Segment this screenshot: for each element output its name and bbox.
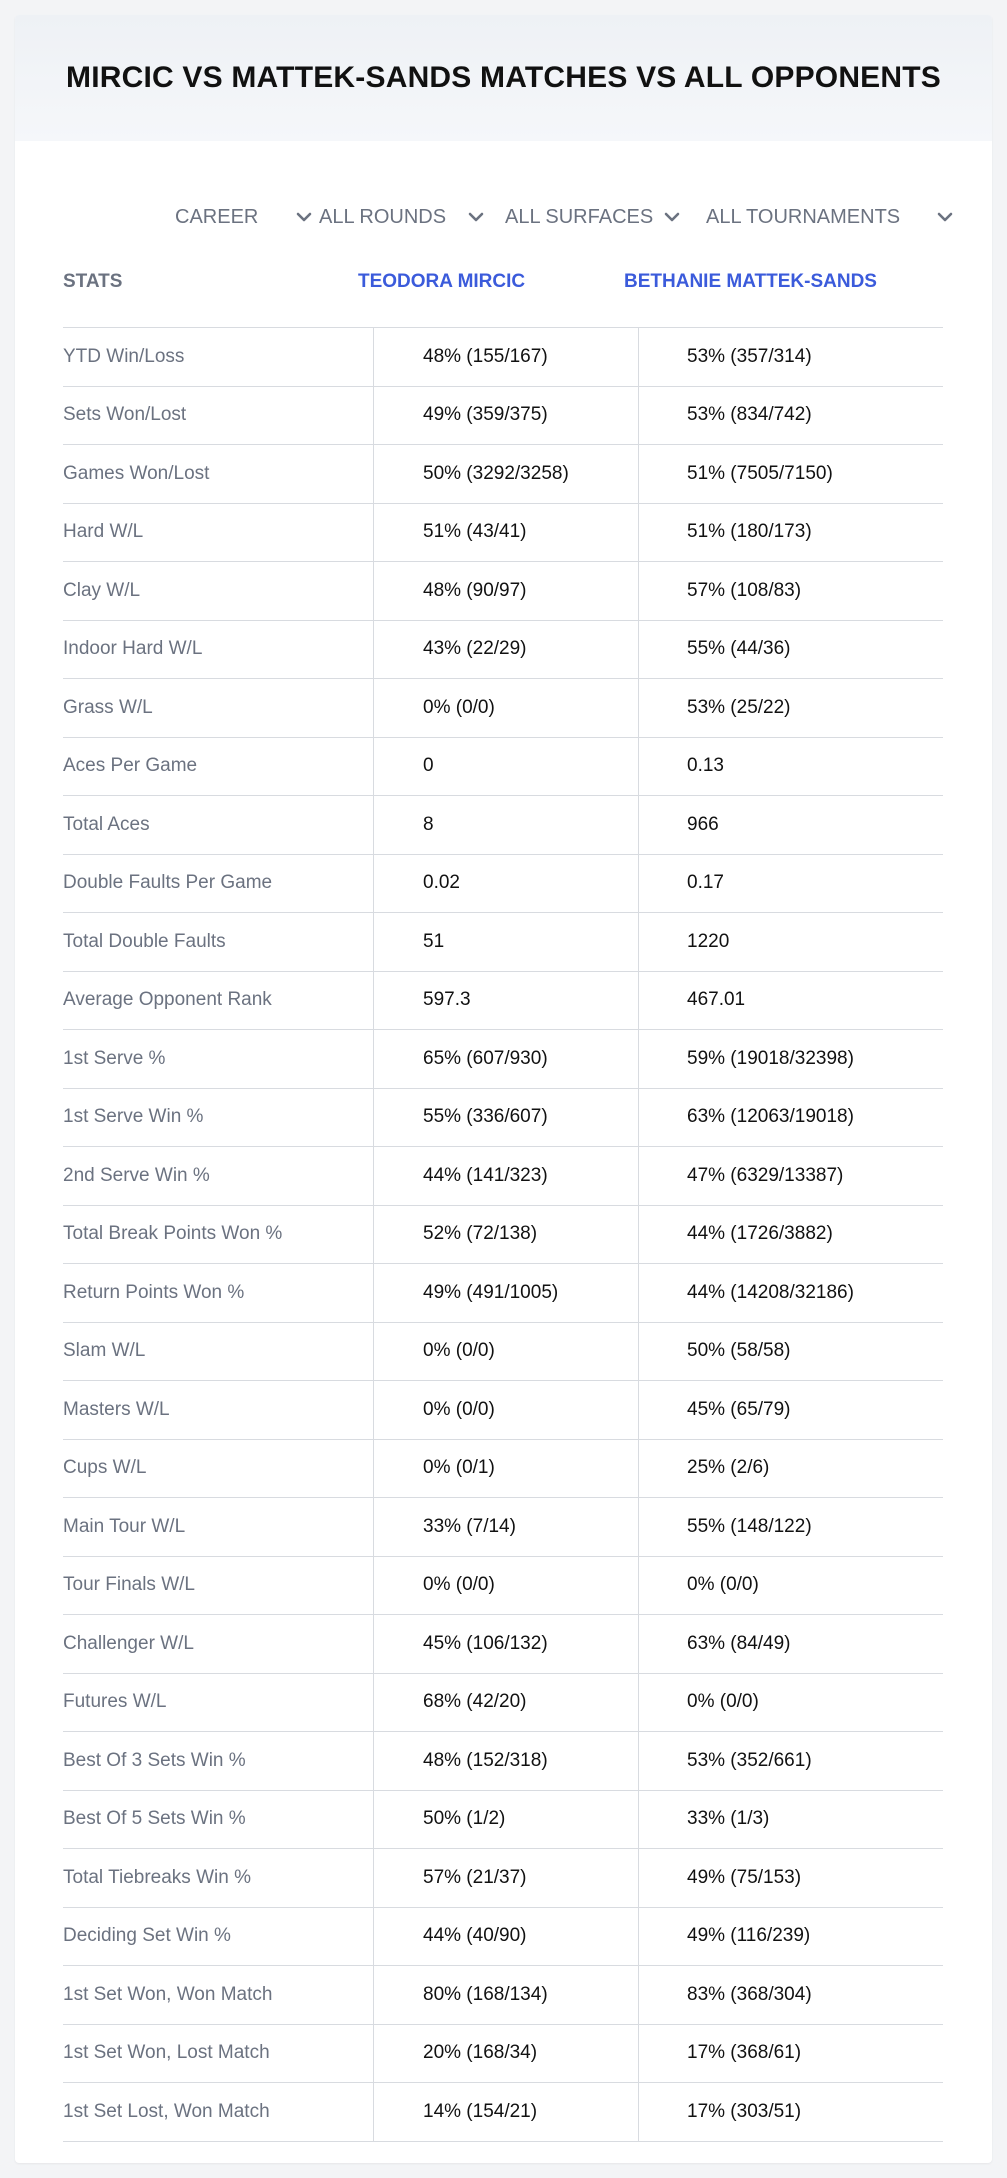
table-row xyxy=(63,1908,943,1967)
player2-value: 0% (0/0) xyxy=(687,1691,759,1713)
column-divider xyxy=(373,1674,374,1732)
player1-value: 51% (43/41) xyxy=(423,521,527,543)
player2-value: 17% (303/51) xyxy=(687,2100,802,2122)
column-divider xyxy=(373,913,374,971)
player2-value: 49% (75/153) xyxy=(687,1866,802,1888)
player1-value: 8 xyxy=(423,813,434,835)
stat-label: Total Tiebreaks Win % xyxy=(63,1866,251,1888)
table-row xyxy=(63,972,943,1031)
stat-label: Average Opponent Rank xyxy=(63,989,272,1011)
column-divider xyxy=(373,2025,374,2083)
stat-label: Games Won/Lost xyxy=(63,462,210,484)
filter-tournaments-dropdown[interactable] xyxy=(706,187,954,247)
player2-value: 45% (65/79) xyxy=(687,1398,791,1420)
table-row xyxy=(63,855,943,914)
player1-value: 20% (168/34) xyxy=(423,2042,538,2064)
stat-label: Main Tour W/L xyxy=(63,1515,186,1537)
player1-value: 33% (7/14) xyxy=(423,1515,516,1537)
player2-value: 17% (368/61) xyxy=(687,2042,802,2064)
column-divider xyxy=(373,1381,374,1439)
stat-label: Tour Finals W/L xyxy=(63,1574,195,1596)
player2-value: 25% (2/6) xyxy=(687,1457,770,1479)
table-row xyxy=(63,2025,943,2084)
column-divider xyxy=(373,738,374,796)
player2-value: 47% (6329/13387) xyxy=(687,1164,844,1186)
column-divider xyxy=(373,679,374,737)
table-row xyxy=(63,1206,943,1265)
stat-label: 2nd Serve Win % xyxy=(63,1164,210,1186)
player1-value: 14% (154/21) xyxy=(423,2100,538,2122)
filter-label: CAREER xyxy=(175,205,259,228)
player1-value: 0% (0/0) xyxy=(423,1340,495,1362)
player1-value: 49% (491/1005) xyxy=(423,1281,559,1303)
stat-label: Total Double Faults xyxy=(63,930,226,952)
filter-rounds-dropdown[interactable] xyxy=(319,187,485,247)
column-divider xyxy=(373,1147,374,1205)
player1-value: 0% (0/0) xyxy=(423,1574,495,1596)
player1-value: 44% (141/323) xyxy=(423,1164,548,1186)
table-row xyxy=(63,1381,943,1440)
stat-label: Double Faults Per Game xyxy=(63,872,273,894)
player1-value: 0% (0/0) xyxy=(423,696,495,718)
player1-value: 49% (359/375) xyxy=(423,404,548,426)
column-divider xyxy=(638,913,639,971)
column-divider xyxy=(638,1908,639,1966)
stat-label: Deciding Set Win % xyxy=(63,1925,231,1947)
column-divider xyxy=(373,1089,374,1147)
column-divider xyxy=(638,1791,639,1849)
column-divider xyxy=(638,445,639,503)
column-divider xyxy=(638,562,639,620)
stat-label: 1st Set Lost, Won Match xyxy=(63,2100,270,2122)
player1-value: 57% (21/37) xyxy=(423,1866,527,1888)
player1-value: 68% (42/20) xyxy=(423,1691,527,1713)
column-divider xyxy=(638,1264,639,1322)
column-divider xyxy=(638,796,639,854)
stats-card xyxy=(15,15,992,2163)
stat-label: Total Aces xyxy=(63,813,150,835)
table-row xyxy=(63,1732,943,1791)
column-divider xyxy=(373,1030,374,1088)
column-divider xyxy=(373,1732,374,1790)
player1-value: 43% (22/29) xyxy=(423,638,527,660)
table-row xyxy=(63,1089,943,1148)
column-divider xyxy=(373,445,374,503)
stat-label: Challenger W/L xyxy=(63,1632,194,1654)
stat-label: Clay W/L xyxy=(63,579,141,601)
player2-value: 53% (352/661) xyxy=(687,1749,812,1771)
stat-label: 1st Serve Win % xyxy=(63,1106,204,1128)
player1-value: 50% (1/2) xyxy=(423,1808,506,1830)
table-row xyxy=(63,1440,943,1499)
column-header-player1[interactable]: TEODORA MIRCIC xyxy=(358,271,526,292)
column-header-stats: STATS xyxy=(63,271,123,292)
column-divider xyxy=(638,1147,639,1205)
stat-label: Indoor Hard W/L xyxy=(63,638,203,660)
player2-value: 53% (357/314) xyxy=(687,345,812,367)
column-divider xyxy=(638,1849,639,1907)
stat-label: Hard W/L xyxy=(63,521,144,543)
player2-value: 55% (148/122) xyxy=(687,1515,812,1537)
column-divider xyxy=(373,387,374,445)
column-divider xyxy=(638,1030,639,1088)
stat-label: Return Points Won % xyxy=(63,1281,245,1303)
table-row xyxy=(63,1966,943,2025)
player2-value: 0.13 xyxy=(687,755,724,777)
filter-label: ALL TOURNAMENTS xyxy=(706,205,901,228)
player2-value: 51% (180/173) xyxy=(687,521,812,543)
table-row xyxy=(63,913,943,972)
filter-surfaces-dropdown[interactable] xyxy=(505,187,681,247)
column-divider xyxy=(638,2025,639,2083)
column-divider xyxy=(373,1849,374,1907)
column-divider xyxy=(638,1966,639,2024)
table-body xyxy=(63,328,943,2142)
column-divider xyxy=(638,972,639,1030)
stat-label: Grass W/L xyxy=(63,696,153,718)
table-row xyxy=(63,1849,943,1908)
table-header xyxy=(63,247,943,328)
column-divider xyxy=(638,504,639,562)
player2-value: 55% (44/36) xyxy=(687,638,791,660)
stat-label: 1st Set Won, Lost Match xyxy=(63,2042,270,2064)
stat-label: YTD Win/Loss xyxy=(63,345,185,367)
column-divider xyxy=(638,1615,639,1673)
column-divider xyxy=(373,2083,374,2141)
player1-value: 0% (0/1) xyxy=(423,1457,495,1479)
table-row xyxy=(63,445,943,504)
column-divider xyxy=(373,562,374,620)
table-row xyxy=(63,1264,943,1323)
column-divider xyxy=(373,328,374,386)
player1-value: 44% (40/90) xyxy=(423,1925,527,1947)
stat-label: 1st Set Won, Won Match xyxy=(63,1983,273,2005)
stat-label: Sets Won/Lost xyxy=(63,404,187,426)
column-divider xyxy=(373,1264,374,1322)
table-row xyxy=(63,328,943,387)
player1-value: 48% (90/97) xyxy=(423,579,527,601)
table-row xyxy=(63,796,943,855)
stat-label: Best Of 5 Sets Win % xyxy=(63,1808,246,1830)
player2-value: 57% (108/83) xyxy=(687,579,802,601)
player1-value: 51 xyxy=(423,930,445,952)
stats-table xyxy=(63,247,943,2142)
table-row xyxy=(63,1557,943,1616)
column-divider xyxy=(638,1323,639,1381)
column-divider xyxy=(373,1206,374,1264)
stat-label: Cups W/L xyxy=(63,1457,147,1479)
column-divider xyxy=(638,1732,639,1790)
column-header-player2[interactable]: BETHANIE MATTEK-SANDS xyxy=(624,271,877,292)
table-row xyxy=(63,1147,943,1206)
column-divider xyxy=(638,1381,639,1439)
column-divider xyxy=(638,2083,639,2141)
player2-value: 0% (0/0) xyxy=(687,1574,759,1596)
player2-value: 51% (7505/7150) xyxy=(687,462,833,484)
player1-value: 0% (0/0) xyxy=(423,1398,495,1420)
filter-career-dropdown[interactable] xyxy=(175,187,313,247)
column-divider xyxy=(373,972,374,1030)
card-header xyxy=(15,15,992,141)
table-row xyxy=(63,387,943,446)
stat-label: Total Break Points Won % xyxy=(63,1223,283,1245)
column-divider xyxy=(638,328,639,386)
table-row xyxy=(63,679,943,738)
player2-value: 83% (368/304) xyxy=(687,1983,812,2005)
stat-label: Masters W/L xyxy=(63,1398,170,1420)
table-row xyxy=(63,504,943,563)
column-divider xyxy=(638,621,639,679)
stat-label: 1st Serve % xyxy=(63,1047,166,1069)
filter-label: ALL ROUNDS xyxy=(319,205,447,228)
table-row xyxy=(63,1615,943,1674)
player1-value: 0 xyxy=(423,755,434,777)
column-divider xyxy=(638,1206,639,1264)
table-row xyxy=(63,562,943,621)
player1-value: 48% (155/167) xyxy=(423,345,548,367)
column-divider xyxy=(373,1908,374,1966)
player2-value: 0.17 xyxy=(687,872,724,894)
column-divider xyxy=(373,855,374,913)
player2-value: 966 xyxy=(687,813,719,835)
column-divider xyxy=(638,1089,639,1147)
player2-value: 44% (14208/32186) xyxy=(687,1281,854,1303)
player1-value: 0.02 xyxy=(423,872,460,894)
column-divider xyxy=(638,1557,639,1615)
column-divider xyxy=(638,855,639,913)
column-divider xyxy=(373,1966,374,2024)
player2-value: 1220 xyxy=(687,930,730,952)
player2-value: 53% (25/22) xyxy=(687,696,791,718)
player2-value: 50% (58/58) xyxy=(687,1340,791,1362)
stat-label: Best Of 3 Sets Win % xyxy=(63,1749,246,1771)
player2-value: 63% (12063/19018) xyxy=(687,1106,854,1128)
table-row xyxy=(63,621,943,680)
filter-label: ALL SURFACES xyxy=(505,205,654,228)
page-title: MIRCIC VS MATTEK-SANDS MATCHES VS ALL OPPONENTS xyxy=(66,61,941,94)
player1-value: 55% (336/607) xyxy=(423,1106,548,1128)
player2-value: 63% (84/49) xyxy=(687,1632,791,1654)
table-row xyxy=(63,1498,943,1557)
column-divider xyxy=(373,1791,374,1849)
player2-value: 59% (19018/32398) xyxy=(687,1047,854,1069)
column-divider xyxy=(638,387,639,445)
chevron-down-icon xyxy=(663,208,681,226)
column-divider xyxy=(373,1323,374,1381)
player1-value: 597.3 xyxy=(423,989,471,1011)
player2-value: 44% (1726/3882) xyxy=(687,1223,833,1245)
player2-value: 467.01 xyxy=(687,989,746,1011)
table-row xyxy=(63,1791,943,1850)
player2-value: 49% (116/239) xyxy=(687,1925,811,1947)
table-row xyxy=(63,738,943,797)
column-divider xyxy=(638,738,639,796)
player1-value: 52% (72/138) xyxy=(423,1223,538,1245)
column-divider xyxy=(638,679,639,737)
player1-value: 45% (106/132) xyxy=(423,1632,548,1654)
player2-value: 53% (834/742) xyxy=(687,404,812,426)
column-divider xyxy=(638,1498,639,1556)
stat-label: Slam W/L xyxy=(63,1340,146,1362)
stat-label: Aces Per Game xyxy=(63,755,198,777)
column-divider xyxy=(373,796,374,854)
stat-label: Futures W/L xyxy=(63,1691,167,1713)
chevron-down-icon xyxy=(467,208,485,226)
table-row xyxy=(63,1030,943,1089)
chevron-down-icon xyxy=(936,208,954,226)
column-divider xyxy=(373,1498,374,1556)
column-divider xyxy=(638,1440,639,1498)
column-divider xyxy=(373,504,374,562)
player1-value: 48% (152/318) xyxy=(423,1749,548,1771)
column-divider xyxy=(373,1557,374,1615)
filter-bar xyxy=(15,187,992,247)
column-divider xyxy=(373,1615,374,1673)
chevron-down-icon xyxy=(295,208,313,226)
column-divider xyxy=(373,1440,374,1498)
table-row xyxy=(63,2083,943,2142)
player1-value: 50% (3292/3258) xyxy=(423,462,569,484)
table-row xyxy=(63,1323,943,1382)
player1-value: 80% (168/134) xyxy=(423,1983,548,2005)
player2-value: 33% (1/3) xyxy=(687,1808,770,1830)
column-divider xyxy=(638,1674,639,1732)
player1-value: 65% (607/930) xyxy=(423,1047,548,1069)
table-row xyxy=(63,1674,943,1733)
column-divider xyxy=(373,621,374,679)
